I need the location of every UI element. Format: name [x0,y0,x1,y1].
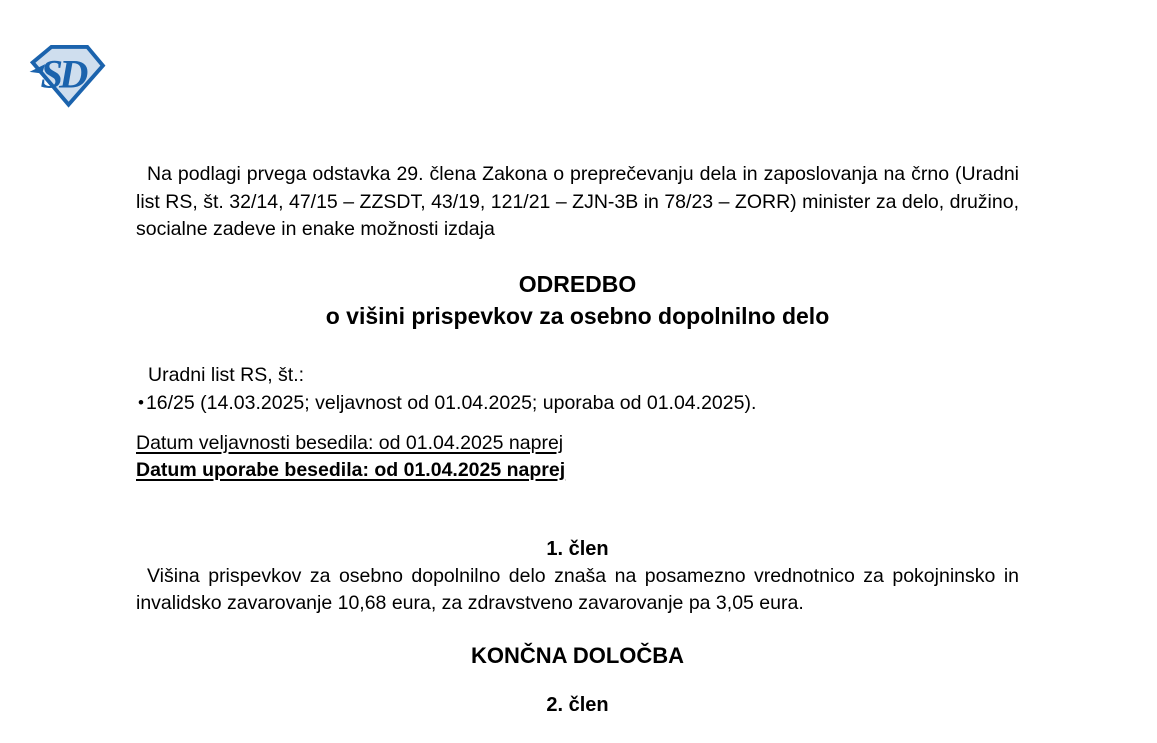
validity-date-line: Datum veljavnosti besedila: od 01.04.2025 naprej [136,431,564,454]
sd-logo [28,42,106,108]
gazette-section [136,362,1019,418]
title-line-1: ODREDBO [518,270,637,297]
application-date-line: Datum uporabe besedila: od 01.04.2025 naprej [136,459,566,481]
title-line-2: o višini prispevkov za osebno dopolnilno delo [325,302,830,329]
gazette-label: Uradni list RS, št.: [148,363,305,386]
article-2-heading: 2. člen [546,693,609,716]
gazette-list-item [136,389,1019,418]
document-title [136,268,1019,332]
gazette-item-text: 16/25 (14.03.2025; veljavnost od 01.04.2025; uporaba od 01.04.2025). [145,392,757,414]
article-1-heading: 1. člen [546,537,609,560]
bullet-icon: • [138,393,144,412]
final-provision-heading: KONČNA DOLOČBA [470,642,685,668]
validity-section [136,430,1019,485]
intro-paragraph: Na podlagi prvega odstavka 29. člena Zakona o preprečevanju dela in zaposlovanja na črno (Uradni list RS, št. 32/14, 47/15 – ZZSDT, 43/19, 121/21 – ZJN-3B in 78/23 – ZORR) minister za delo, družino, socialne zadeve in enake možnosti izdaja [136,163,1019,240]
sd-logo-letters: SD [40,51,85,97]
article-1-body: Višina prispevkov za osebno dopolnilno delo znaša na posamezno vrednotnico za pokojninsko in invalidsko zavarovanje 10,68 eura, za zdravstveno zavarovanje pa 3,05 eura. [136,564,1019,614]
sd-logo-icon [28,42,106,108]
